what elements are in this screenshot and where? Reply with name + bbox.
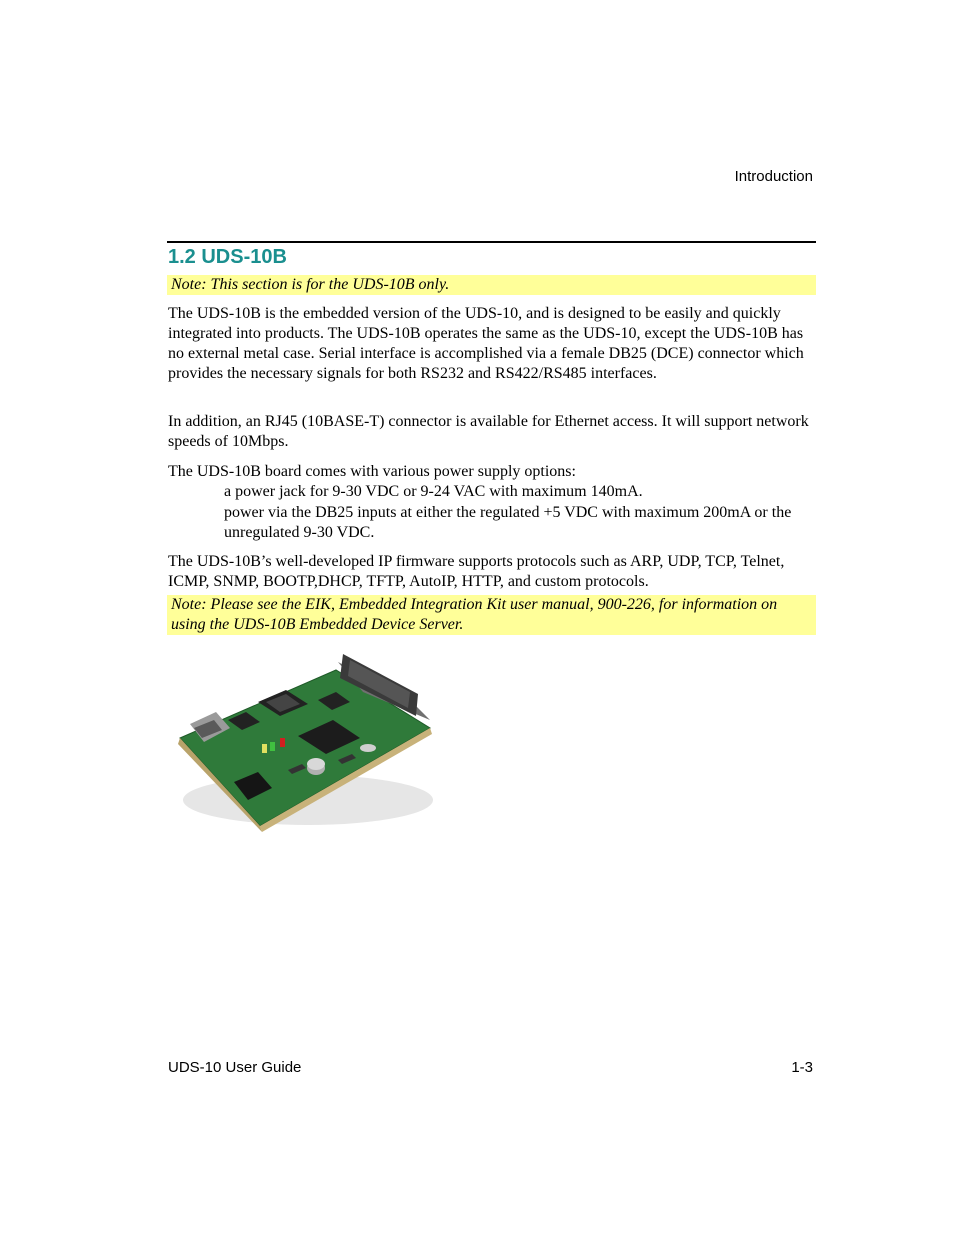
- power-option-jack: a power jack for 9-30 VDC or 9-24 VAC with maximum 140mA.: [224, 483, 643, 500]
- note-eik-manual: Note: Please see the EIK, Embedded Integration Kit user manual, 900-226, for information on using the UDS-10B Embedded Device Server.: [167, 595, 816, 635]
- paragraph-ethernet: In addition, an RJ45 (10BASE-T) connector is available for Ethernet access. It will support network speeds of 10Mbps.: [168, 413, 809, 450]
- note-section-scope: Note: This section is for the UDS-10B only.: [167, 275, 816, 295]
- paragraph-overview: The UDS-10B is the embedded version of the UDS-10, and is designed to be easily and quickly integrated into products. The UDS-10B operates the same as the UDS-10, except the UDS-10B has no external metal case. Serial interface is accomplished via a female DB25 (DCE) connector which provides the necessary signals for both RS232 and RS422/RS485 interfaces.: [168, 305, 804, 382]
- section-title: 1.2 UDS-10B: [168, 246, 287, 268]
- footer-page-number: 1-3: [791, 1059, 813, 1076]
- footer-guide-title: UDS-10 User Guide: [168, 1059, 302, 1076]
- uds10b-board-photo: [168, 650, 438, 832]
- section-rule: [167, 241, 816, 243]
- running-head: Introduction: [734, 168, 813, 185]
- paragraph-firmware: The UDS-10B’s well-developed IP firmware supports protocols such as ARP, UDP, TCP, Telnet, ICMP, SNMP, BOOTP,DHCP, TFTP, AutoIP, HTTP, and custom protocols.: [168, 553, 785, 590]
- paragraph-power-intro: The UDS-10B board comes with various power supply options:: [168, 463, 576, 480]
- power-option-db25: power via the DB25 inputs at either the regulated +5 VDC with maximum 200mA or the unregulated 9-30 VDC.: [224, 504, 792, 541]
